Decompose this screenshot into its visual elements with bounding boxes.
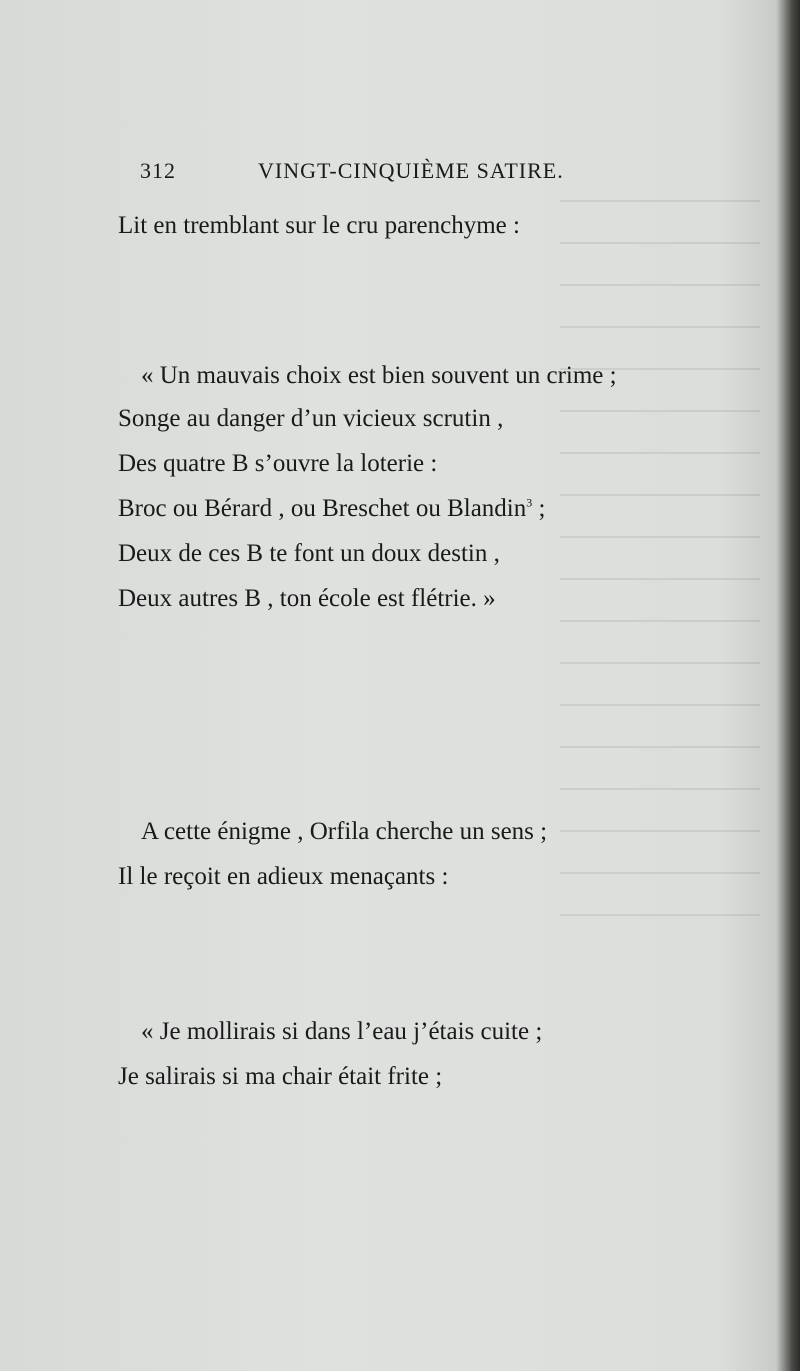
verse-line: Deux autres B , ton école est flétrie. » xyxy=(118,585,496,612)
verse-line: Songe au danger d’un vicieux scrutin , xyxy=(118,405,504,432)
verse-line: Je salirais si ma chair était frite ; xyxy=(118,1063,443,1090)
footnote-marker: 3 xyxy=(526,495,533,510)
show-through-text xyxy=(560,200,760,1100)
verse-text: Broc ou Bérard , ou Breschet ou Blandin xyxy=(118,495,527,522)
verse-line: « Un mauvais choix est bien souvent un crime ; xyxy=(141,362,617,389)
verse-line: Deux de ces B te font un doux destin , xyxy=(118,540,500,567)
verse-line: Il le reçoit en adieux menaçants : xyxy=(118,863,449,890)
verse-line: « Je mollirais si dans l’eau j’étais cuite ; xyxy=(141,1018,543,1045)
page-number: 312 xyxy=(140,158,176,183)
verse-line xyxy=(118,495,545,523)
page-header xyxy=(140,158,580,190)
verse-punctuation: ; xyxy=(532,495,546,522)
running-title: VINGT-CINQUIÈME SATIRE. xyxy=(258,158,564,183)
verse-line: A cette énigme , Orfila cherche un sens ; xyxy=(141,818,548,845)
verse-line: Des quatre B s’ouvre la loterie : xyxy=(118,450,438,477)
verse-line: Lit en tremblant sur le cru parenchyme : xyxy=(118,212,520,239)
